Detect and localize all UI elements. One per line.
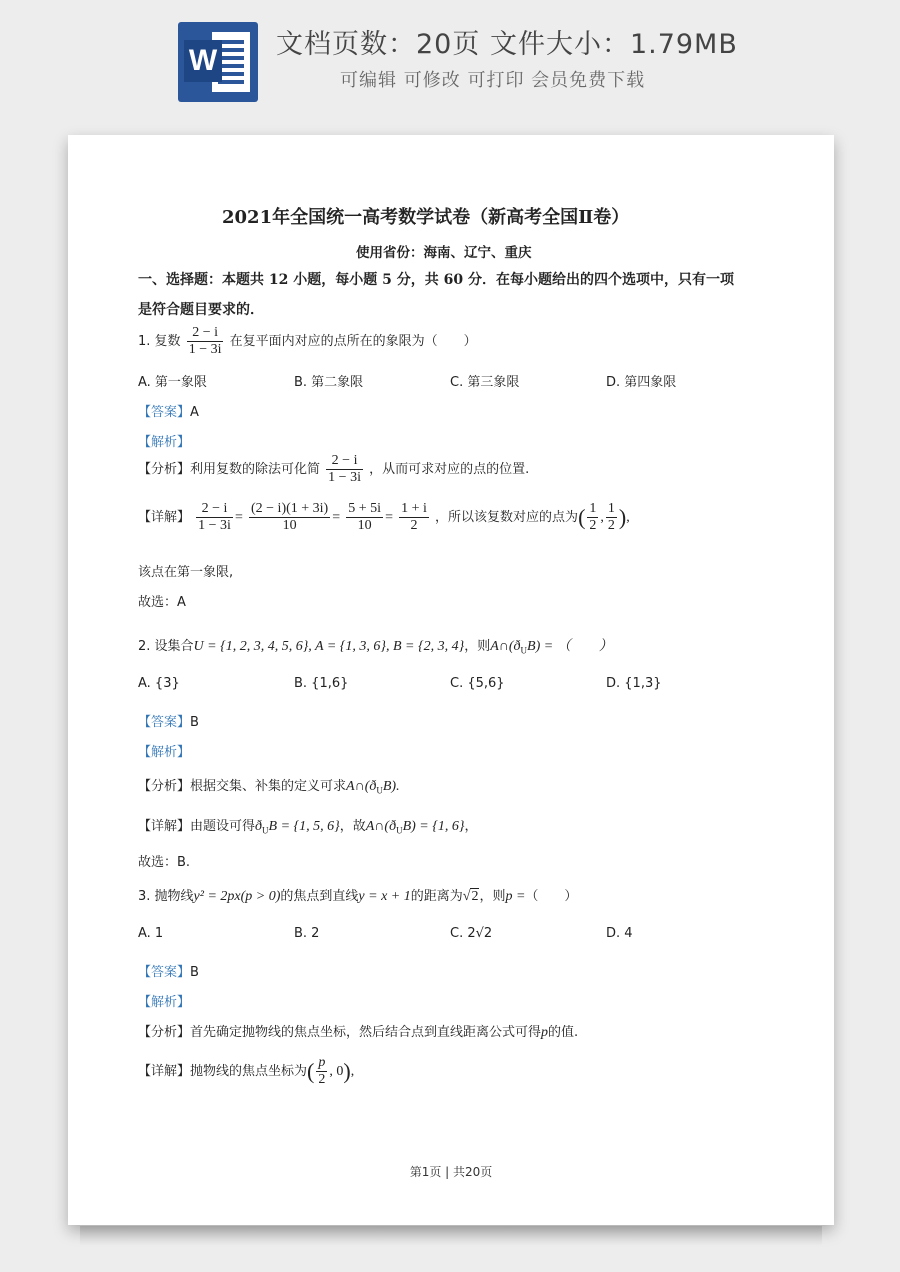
q2-option-c: C. {5,6} — [450, 676, 505, 691]
banner-title: 文档页数：20页 文件大小：1.79MB — [276, 29, 738, 60]
download-banner — [0, 0, 900, 120]
q2-conclusion: 故选：B. — [138, 855, 191, 870]
q3-answer: 【答案】B — [138, 965, 199, 980]
q3-fenxi: 【分析】首先确定抛物线的焦点坐标，然后结合点到直线距离公式可得p的值. — [138, 1025, 579, 1040]
q1-fraction: $\frac{2 - i}{1 - 3i}$ — [188, 325, 222, 357]
q1-answer: 【答案】A — [138, 405, 199, 420]
q2-fenxi: 【分析】根据交集、补集的定义可求$A\cap(ð_UB)$. — [138, 779, 400, 796]
q2-answer: 【答案】B — [138, 715, 199, 730]
section-heading-line2: 是符合题目要求的． — [138, 302, 264, 318]
question-3: 3. 抛物线y² = 2px(p > 0)的焦点到直线y = x + 1的距离为√2，则p =（ ） — [138, 889, 578, 904]
q2-xiangjie: 【详解】由题设可得$ð_UB = \{1$, 5, 6}，故$A\cap(ð_UB) = \{1$, 6}， — [138, 819, 478, 836]
section-heading-line1: 一、选择题：本题共 12 小题，每小题 5 分，共 60 分．在每小题给出的四个选项中，只有一项 — [138, 272, 734, 288]
q1-option-d: D. 第四象限 — [606, 375, 677, 390]
page-footer: 第1页 | 共20页 — [409, 1165, 493, 1179]
paper-shadow — [80, 1226, 822, 1246]
q2-option-b: B. {1,6} — [294, 676, 349, 691]
q3-analysis-tag: 【解析】 — [138, 995, 191, 1010]
q3-option-c: C. 2√2 — [450, 926, 493, 941]
exam-subtitle: 使用省份：海南、辽宁、重庆 — [356, 245, 532, 261]
q1-analysis-tag: 【解析】 — [138, 435, 191, 450]
word-document-icon — [178, 22, 258, 102]
q1-xiangjie: 【详解】 $\frac{2 - i}{1 - 3i}$ = $\frac{(2 - i)(1 + 3i)}{10}$ = $\frac{5 + 5i}{10}$ = $\frac{1 + i}{2}$ ，所以该复数对应的点为( $\frac{1}{2}$ , $\frac{1}{2}$ ), — [138, 501, 630, 533]
q2-option-a: A. {3} — [138, 676, 180, 691]
q3-option-a: A. 1 — [138, 926, 164, 941]
banner-subtitle: 可编辑 可修改 可打印 会员免费下载 — [340, 70, 646, 91]
word-letter: W — [184, 40, 222, 82]
q1-conclusion: 故选：A — [138, 595, 186, 610]
q1-fenxi: 【分析】利用复数的除法可化简 $\frac{2 - i}{1 - 3i}$ ，从而可求对应的点的位置. — [138, 453, 530, 485]
question-1: 1. 复数 $\frac{2 - i}{1 - 3i}$ 在复平面内对应的点所在的象限为（ ） — [138, 325, 477, 357]
q1-line-a: 该点在第一象限, — [138, 565, 234, 580]
q2-analysis-tag: 【解析】 — [138, 745, 191, 760]
q1-option-a: A. 第一象限 — [138, 375, 207, 390]
exam-title: 2021年全国统一高考数学试卷（新高考全国Ⅱ卷） — [222, 207, 630, 228]
q3-option-b: B. 2 — [294, 926, 320, 941]
q1-option-c: C. 第三象限 — [450, 375, 520, 390]
question-2: 2. 设集合U = {1, 2, 3, 4, 5, 6}, A = {1, 3, 6}, B = {2, 3, 4}，则$A\cap(ð_UB)$ = （ ） — [138, 639, 613, 656]
q3-xiangjie: 【详解】抛物线的焦点坐标为( $\frac{p}{2}$ , 0), — [138, 1055, 355, 1087]
q2-option-d: D. {1,3} — [606, 676, 662, 691]
q1-option-b: B. 第二象限 — [294, 375, 364, 390]
document-page — [68, 135, 834, 1225]
q3-option-d: D. 4 — [606, 926, 633, 941]
